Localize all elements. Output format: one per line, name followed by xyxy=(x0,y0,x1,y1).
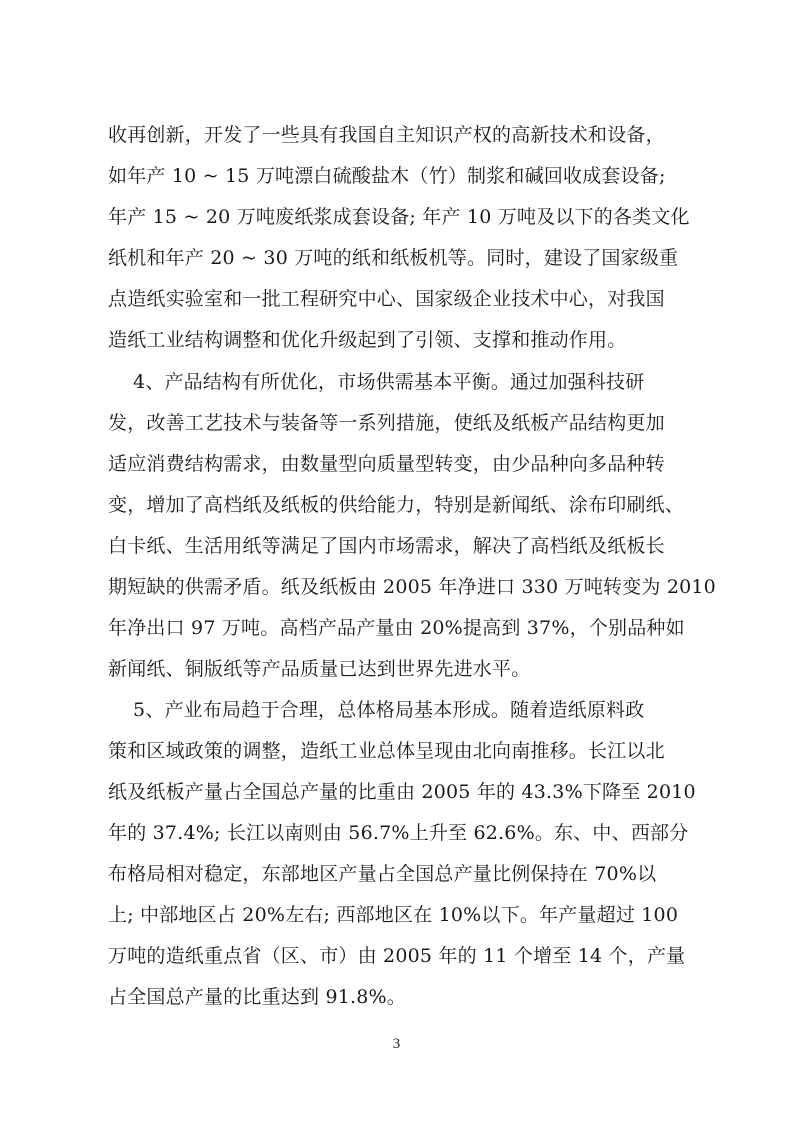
text-line: 上; 中部地区占 20%左右; 西部地区在 10%以下。年产量超过 100 xyxy=(108,904,679,926)
text-line: 发，改善工艺技术与装备等一系列措施，使纸及纸板产品结构更加 xyxy=(108,412,665,434)
text-line: 策和区域政策的调整，造纸工业总体呈现由北向南推移。长江以北 xyxy=(108,740,665,762)
text-line: 年净出口 97 万吨。高档产品产量由 20%提高到 37%，个别品种如 xyxy=(108,617,685,639)
paragraph-heading-4: 4、产品结构有所优化，市场供需基本平衡。通过加强科技研 xyxy=(108,371,645,393)
text-line: 年产 15 ~ 20 万吨废纸浆成套设备; 年产 10 万吨及以下的各类文化 xyxy=(108,206,690,228)
text-line: 点造纸实验室和一批工程研究中心、国家级企业技术中心，对我国 xyxy=(108,288,665,310)
text-line: 如年产 10 ~ 15 万吨漂白硫酸盐木（竹）制浆和碱回收成套设备; xyxy=(108,165,666,187)
text-line: 造纸工业结构调整和优化升级起到了引领、支撑和推动作用。 xyxy=(108,329,627,351)
text-line: 年的 37.4%; 长江以南则由 56.7%上升至 62.6%。东、中、西部分 xyxy=(108,822,689,844)
paragraph-heading-5: 5、产业布局趋于合理，总体格局基本形成。随着造纸原料政 xyxy=(108,699,645,721)
text-line: 布格局相对稳定，东部地区产量占全国总产量比例保持在 70%以 xyxy=(108,863,657,885)
text-line: 白卡纸、生活用纸等满足了国内市场需求，解决了高档纸及纸板长 xyxy=(108,535,665,557)
text-line: 纸及纸板产量占全国总产量的比重由 2005 年的 43.3%下降至 2010 xyxy=(108,781,696,803)
text-line: 变，增加了高档纸及纸板的供给能力，特别是新闻纸、涂布印刷纸、 xyxy=(108,494,685,516)
text-line: 纸机和年产 20 ~ 30 万吨的纸和纸板机等。同时，建设了国家级重 xyxy=(108,247,679,269)
page-number: 3 xyxy=(392,1036,401,1052)
text-line: 新闻纸、铜版纸等产品质量已达到世界先进水平。 xyxy=(108,658,531,680)
text-line: 期短缺的供需矛盾。纸及纸板由 2005 年净进口 330 万吨转变为 2010 xyxy=(108,576,716,598)
text-line: 万吨的造纸重点省（区、市）由 2005 年的 11 个增至 14 个，产量 xyxy=(108,945,686,967)
text-line: 收再创新，开发了一些具有我国自主知识产权的高新技术和设备， xyxy=(108,124,665,146)
text-line: 占全国总产量的比重达到 91.8%。 xyxy=(108,986,406,1008)
text-line: 适应消费结构需求，由数量型向质量型转变，由少品种向多品种转 xyxy=(108,453,665,475)
